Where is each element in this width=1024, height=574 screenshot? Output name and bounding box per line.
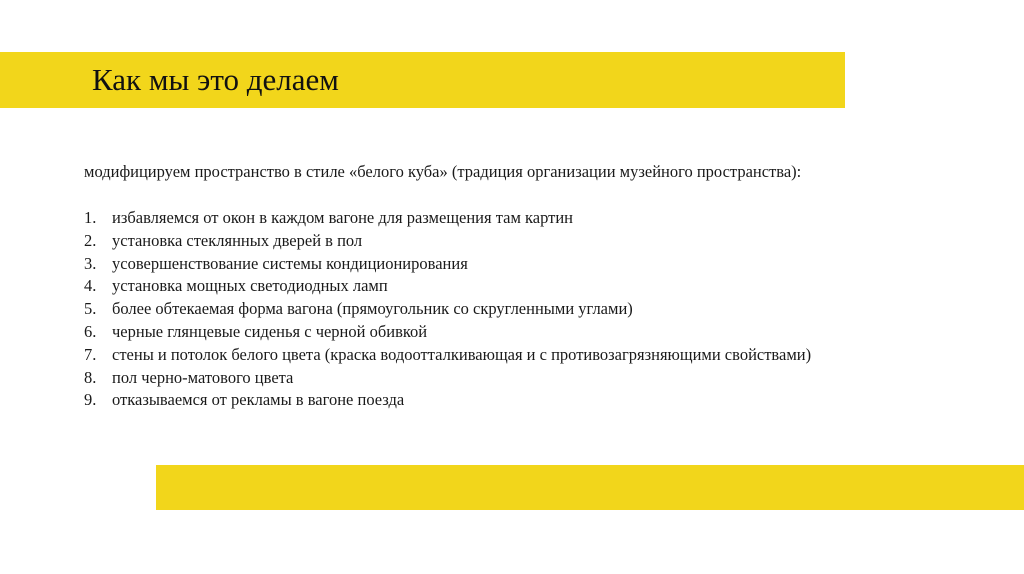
list-item	[84, 230, 811, 253]
list-item-number: 3.	[84, 253, 97, 273]
list-item	[84, 389, 811, 412]
list-item	[84, 207, 811, 230]
list-item-text: стены и потолок белого цвета (краска водоотталкивающая и с противозагрязняющими свойствами)	[112, 344, 812, 364]
steps-list	[84, 207, 811, 412]
list-item-text: избавляемся от окон в каждом вагоне для размещения там картин	[112, 208, 574, 227]
intro-text: модифицируем пространство в стиле «белого куба» (традиция организации музейного пространства):	[84, 162, 802, 181]
slide-title: Как мы это делаем	[92, 62, 339, 97]
list-item-text: отказываемся от рекламы в вагоне поезда	[112, 390, 405, 410]
list-item-text: установка стеклянных дверей в пол	[112, 230, 363, 250]
list-item-text: пол черно-матового цвета	[112, 367, 294, 387]
list-item-number: 7.	[84, 344, 97, 364]
list-item	[84, 275, 811, 298]
list-item-text: усовершенствование системы кондиционирования	[112, 253, 468, 273]
list-item	[84, 344, 811, 367]
list-item	[84, 253, 811, 276]
list-item-number: 2.	[84, 230, 97, 250]
list-item-number: 8.	[84, 367, 97, 387]
list-item-number: 4.	[84, 276, 97, 296]
list-item-number: 6.	[84, 321, 97, 341]
bottom-band	[156, 465, 1024, 510]
list-item	[84, 321, 811, 344]
list-item-text: черные глянцевые сиденья с черной обивкой	[112, 321, 428, 341]
list-item-number: 9.	[84, 390, 97, 410]
list-item	[84, 367, 811, 390]
list-item	[84, 298, 811, 321]
list-item-number: 5.	[84, 299, 97, 319]
list-item-number: 1.	[84, 208, 97, 227]
list-item-text: более обтекаемая форма вагона (прямоугольник со скругленными углами)	[112, 299, 633, 319]
list-item-text: установка мощных светодиодных ламп	[112, 276, 388, 296]
